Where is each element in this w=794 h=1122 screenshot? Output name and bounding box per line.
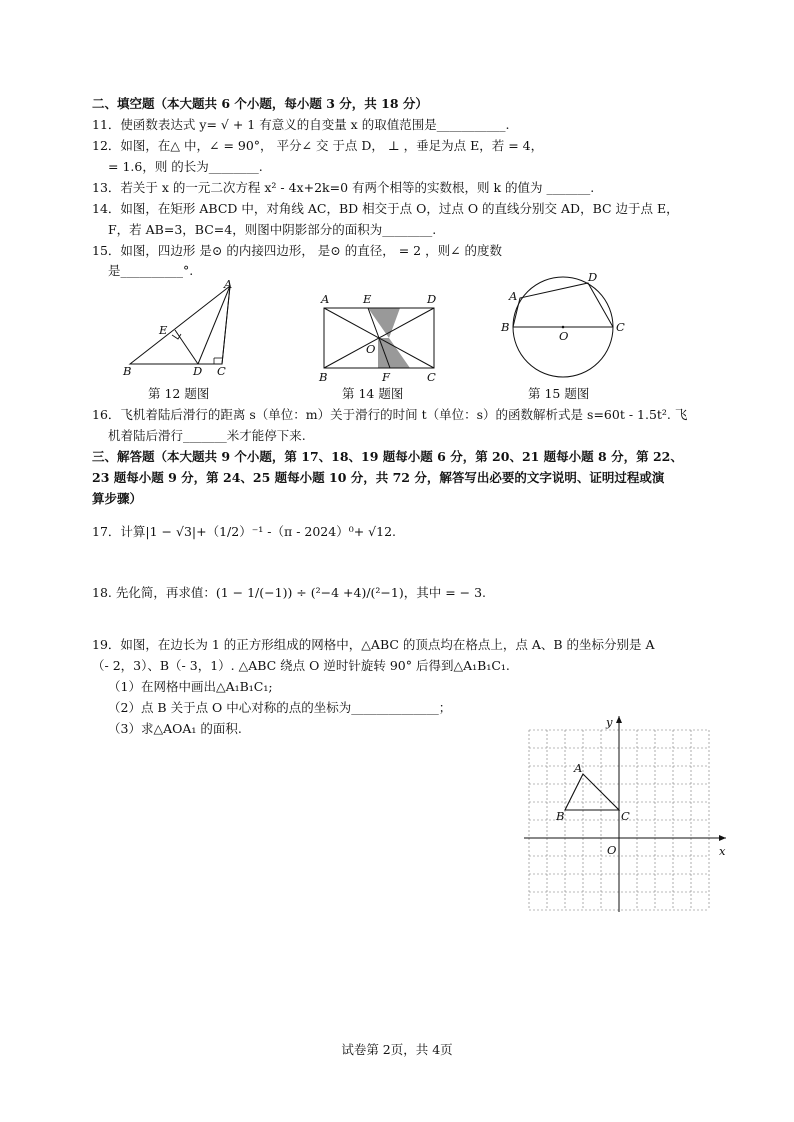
question-19-line1: 19．如图，在边长为 1 的正方形组成的网格中，△ABC 的顶点均在格点上，点 A、B 的坐标分别是 A <box>92 637 655 652</box>
fig14-label-a: A <box>321 292 330 306</box>
question-12-line1: 12．如图，在△ 中，∠ = 90°， 平分∠ 交 于点 D， ⊥ ，垂足为点 E，若 = 4， <box>92 138 544 153</box>
section2-title: 二、填空题（本大题共 6 个小题，每小题 3 分，共 18 分） <box>92 96 428 111</box>
section3-title-line3: 算步骤） <box>92 491 143 506</box>
question-17: 17．计算|1 − √3|+（1/2）⁻¹ -（π - 2024）⁰+ √12. <box>92 524 397 539</box>
fig19-label-b: B <box>556 809 565 823</box>
section3-title-line2: 23 题每小题 9 分，第 24、25 题每小题 10 分，共 72 分，解答写出必要的文字说明、证明过程或演 <box>92 470 665 485</box>
fig12-label-d: D <box>193 364 203 378</box>
fig15-label-c: C <box>616 320 625 334</box>
fig14-label-c: C <box>427 370 436 384</box>
fig19-label-o: O <box>607 843 617 857</box>
question-19-part1: （1）在网格中画出△A₁B₁C₁; <box>108 679 273 694</box>
question-13: 13．若关于 x 的一元二次方程 x² - 4x+2k=0 有两个相等的实数根，则 k 的值为 _______. <box>92 180 595 195</box>
fig15-label-d: D <box>588 272 598 284</box>
fig19-label-x: x <box>719 844 726 858</box>
fig14-label-o: O <box>366 342 376 356</box>
figure-15-caption: 第 15 题图 <box>528 386 590 401</box>
question-14-line2: F，若 AB=3，BC=4，则图中阴影部分的面积为________. <box>108 222 437 237</box>
fig12-label-e: E <box>159 323 168 337</box>
figure-12-caption: 第 12 题图 <box>148 386 210 401</box>
question-19-part2: （2）点 B 关于点 O 中心对称的点的坐标为______________； <box>108 700 452 715</box>
fig14-label-b: B <box>319 370 328 384</box>
figure-12 <box>118 280 238 378</box>
question-16-line2: 机着陆后滑行_______米才能停下来. <box>108 428 306 443</box>
fig15-label-b: B <box>501 320 510 334</box>
question-18: 18. 先化简，再求值：(1 − 1/(−1)) ÷ (²−4 +4)/(²−1)，其中 = − 3. <box>92 585 487 600</box>
question-15-line2: 是__________°. <box>108 263 194 278</box>
fig19-label-a: A <box>574 761 583 775</box>
fig14-label-e: E <box>363 292 372 306</box>
fig12-label-a: A <box>224 280 233 291</box>
fig14-label-f: F <box>382 370 390 384</box>
figure-19-grid <box>522 712 730 916</box>
fig15-label-a: A <box>509 289 518 303</box>
section3-title-line1: 三、解答题（本大题共 9 个小题，第 17、18、19 题每小题 6 分，第 20、21 题每小题 8 分，第 22、 <box>92 449 683 464</box>
question-19-line2: （- 2，3）、B（- 3，1）. △ABC 绕点 O 逆时针旋转 90° 后得到△A₁B₁C₁. <box>92 658 510 673</box>
question-12-line2: = 1.6，则 的长为________. <box>108 159 263 174</box>
fig19-label-c: C <box>621 809 630 823</box>
figure-15 <box>500 272 630 384</box>
question-11: 11．使函数表达式 y= √ + 1 有意义的自变量 x 的取值范围是___________. <box>92 117 510 132</box>
figure-14 <box>312 290 444 386</box>
question-16-line1: 16．飞机着陆后滑行的距离 s（单位：m）关于滑行的时间 t（单位：s）的函数解析式是 s=60t - 1.5t². 飞 <box>92 407 688 422</box>
question-19-part3: （3）求△AOA₁ 的面积. <box>108 721 242 736</box>
fig15-label-o: O <box>559 329 569 343</box>
fig19-label-y: y <box>606 715 613 729</box>
question-14-line1: 14．如图，在矩形 ABCD 中，对角线 AC，BD 相交于点 O，过点 O 的直线分别交 AD，BC 边于点 E， <box>92 201 679 216</box>
fig14-label-d: D <box>427 292 437 306</box>
page-footer: 试卷第 2页，共 4页 <box>341 1042 453 1057</box>
fig12-label-c: C <box>217 364 226 378</box>
fig12-label-b: B <box>123 364 132 378</box>
figure-14-caption: 第 14 题图 <box>342 386 404 401</box>
question-15-line1: 15．如图，四边形 是⊙ 的内接四边形， 是⊙ 的直径， = 2 ，则∠ 的度数 <box>92 243 503 258</box>
